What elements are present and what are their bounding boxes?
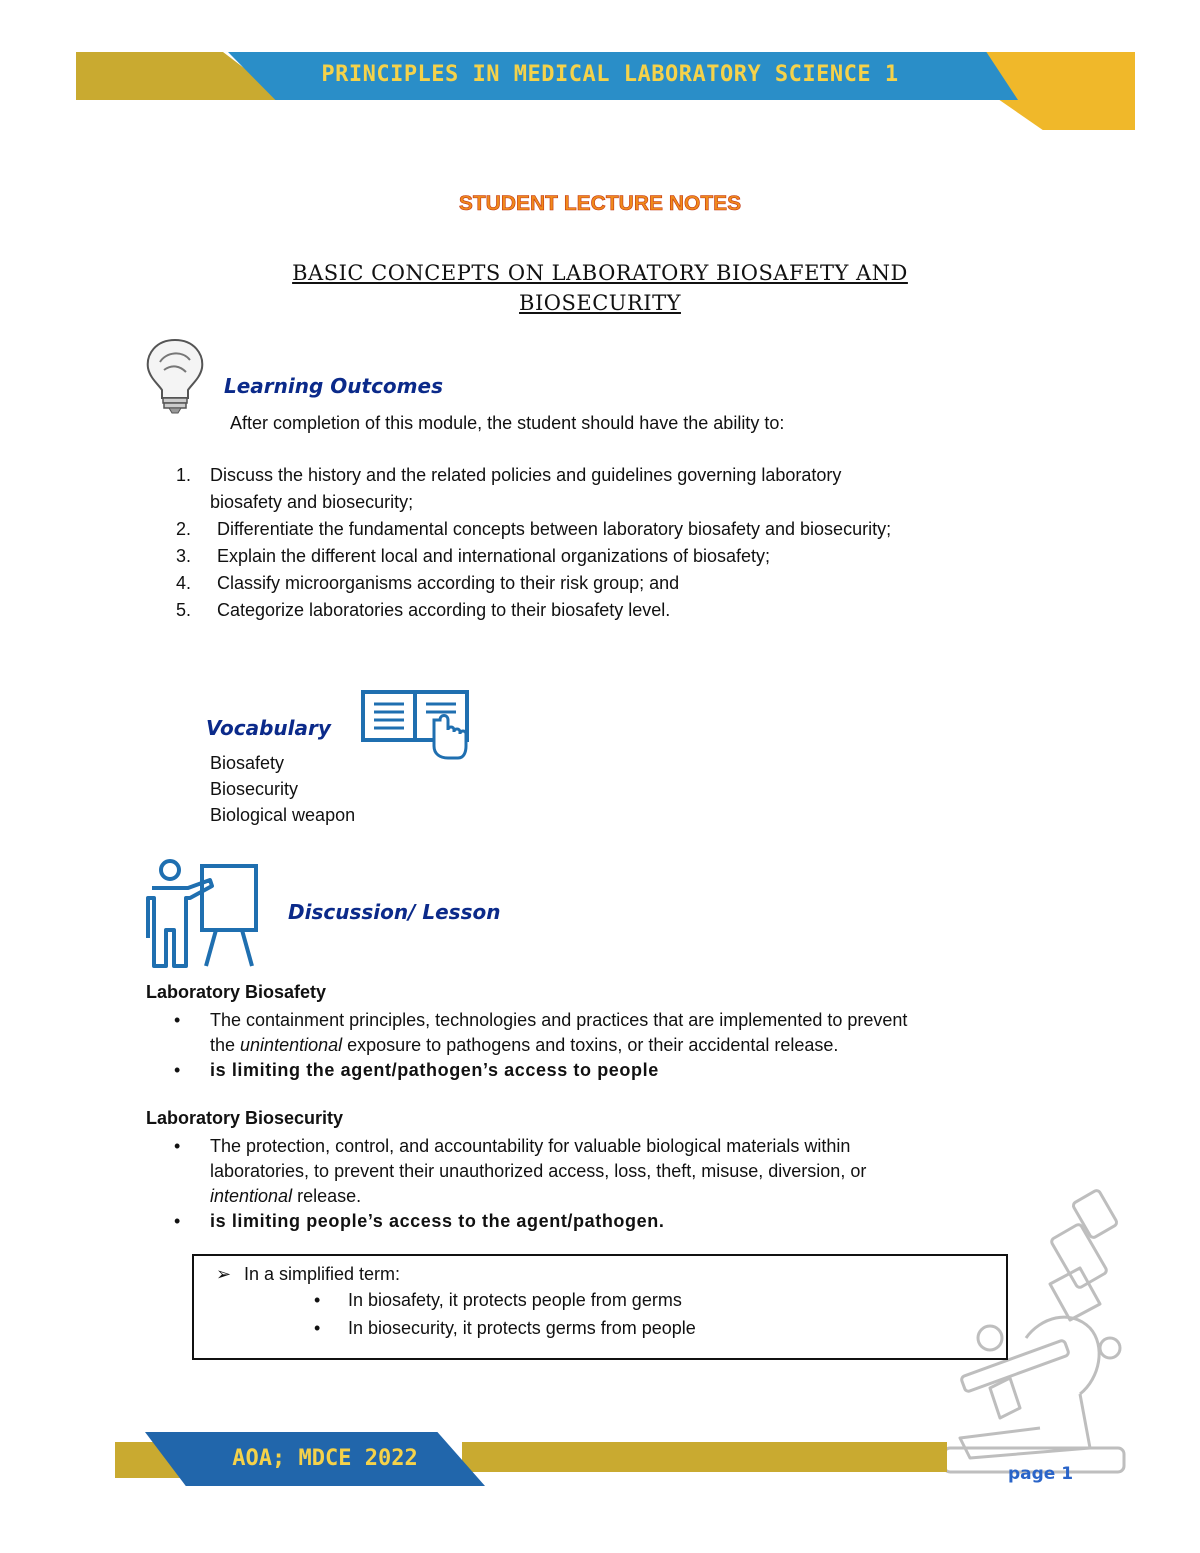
list-item: • In biosecurity, it protects germs from people <box>314 1314 696 1342</box>
page-title-line1: BASIC CONCEPTS ON LABORATORY BIOSAFETY AND <box>292 261 908 285</box>
list-item: • is limiting people’s access to the agent/pathogen. <box>146 1209 1066 1234</box>
list-item: 2. Differentiate the fundamental concepts between laboratory biosafety and biosecurity; <box>176 519 892 539</box>
bullet-icon: • <box>314 1318 321 1338</box>
bullet-icon: • <box>174 1211 181 1231</box>
learning-outcomes-list <box>176 462 1076 624</box>
simplified-term-box: ➢ In a simplified term: • In biosafety, it protects people from germs • In biosecurity, it protects germs from people <box>192 1254 1008 1360</box>
simplified-list <box>314 1286 696 1342</box>
footer-accent-right <box>462 1442 947 1472</box>
list-item: • The protection, control, and accountability for valuable biological materials within laboratories, to prevent their unauthorized access, loss, theft, misuse, diversion, or intentional release. <box>174 1136 867 1206</box>
bullet-icon: • <box>314 1290 321 1310</box>
learning-outcomes-heading: Learning Outcomes <box>224 374 443 398</box>
page-title-line2: BIOSECURITY <box>519 291 681 315</box>
bullet-icon: • <box>174 1060 181 1080</box>
discussion-heading: Discussion/ Lesson <box>288 900 501 924</box>
page-number: page 1 <box>1008 1464 1074 1484</box>
list-item: • The containment principles, technologies and practices that are implemented to prevent the unintentional exposure to pathogens and toxins, or their accidental release. <box>174 1010 908 1055</box>
list-item: • In biosafety, it protects people from germs <box>314 1286 696 1314</box>
list-item: • is limiting the agent/pathogen’s access to people <box>146 1058 1066 1083</box>
list-item: 4. Classify microorganisms according to their risk group; and <box>176 573 680 593</box>
arrow-bullet-icon: ➢ <box>216 1264 232 1284</box>
biosafety-heading: Laboratory Biosafety <box>146 982 327 1002</box>
subheader: STUDENT LECTURE NOTES <box>458 192 742 215</box>
biosafety-list <box>146 1008 1066 1083</box>
page-title <box>200 258 1000 318</box>
header-title: PRINCIPLES IN MEDICAL LABORATORY SCIENCE 1 <box>321 61 899 87</box>
lightbulb-icon <box>142 336 208 414</box>
footer-text: AOA; MDCE 2022 <box>232 1445 418 1471</box>
list-item: 5. Categorize laboratories according to their biosafety level. <box>176 600 671 620</box>
vocabulary-term: Biological weapon <box>210 805 356 825</box>
list-item: 1. Discuss the history and the related policies and guidelines governing laboratory biosafety and biosecurity; <box>176 465 842 512</box>
biosecurity-list <box>146 1134 1066 1234</box>
vocabulary-list <box>210 750 355 828</box>
vocabulary-term: Biosecurity <box>210 779 299 799</box>
bullet-icon: • <box>174 1010 181 1030</box>
vocabulary-heading: Vocabulary <box>206 716 331 740</box>
biosecurity-heading: Laboratory Biosecurity <box>146 1108 344 1128</box>
vocabulary-term: Biosafety <box>210 753 285 773</box>
list-item: 3. Explain the different local and international organizations of biosafety; <box>176 546 771 566</box>
bullet-icon: • <box>174 1136 181 1156</box>
teacher-presentation-icon <box>144 858 260 970</box>
book-icon <box>360 688 470 760</box>
learning-outcomes-intro: After completion of this module, the student should have the ability to: <box>230 413 785 433</box>
